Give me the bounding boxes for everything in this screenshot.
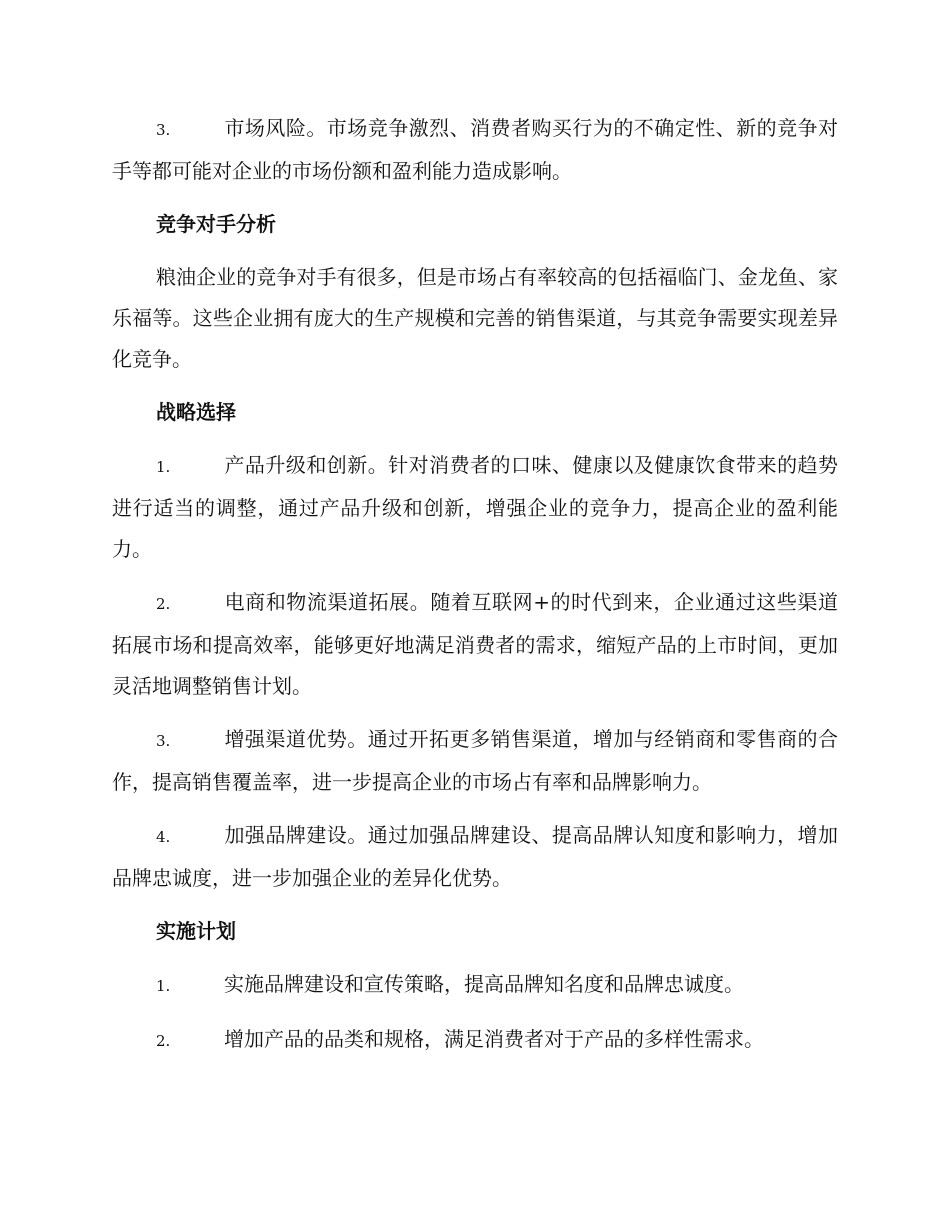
- list-number: 1.: [156, 458, 171, 476]
- list-number: 1.: [156, 977, 171, 995]
- list-item-text: 增加产品的品类和规格，满足消费者对于产品的多样性需求。: [224, 1027, 764, 1051]
- list-item-brand-building: [112, 815, 838, 899]
- section-heading-strategy-choice: 战略选择: [156, 400, 236, 424]
- list-number: 2.: [156, 595, 171, 613]
- list-item-text: 实施品牌建设和宣传策略，提高品牌知名度和品牌忠诚度。: [224, 972, 744, 996]
- list-item-product-variety: [112, 1019, 838, 1062]
- list-number: 3.: [156, 121, 171, 139]
- list-number: 2.: [156, 1032, 171, 1050]
- list-item-text: 产品升级和创新。针对消费者的口味、健康以及健康饮食带来的趋势进行适当的调整，通过产品升级和创新，增强企业的竞争力，提高企业的盈利能力。: [112, 453, 838, 561]
- list-item-ecommerce-logistics: [112, 582, 838, 707]
- paragraph-competitor-analysis: 粮油企业的竞争对手有很多，但是市场占有率较高的包括福临门、金龙鱼、家乐福等。这些企业拥有庞大的生产规模和完善的销售渠道，与其竞争需要实现差异化竞争。: [112, 265, 838, 371]
- list-item-product-upgrade: [112, 445, 838, 570]
- list-item-text: 市场风险。市场竞争激烈、消费者购买行为的不确定性、新的竞争对手等都可能对企业的市场份额和盈利能力造成影响。: [112, 116, 838, 183]
- document-page: [112, 108, 838, 1074]
- list-number: 4.: [156, 828, 171, 846]
- list-item-market-risk: [112, 108, 838, 192]
- list-item-brand-promotion: [112, 964, 838, 1007]
- list-item-channel-advantage: [112, 719, 838, 803]
- section-heading-implementation-plan: 实施计划: [156, 919, 236, 943]
- list-item-text: 加强品牌建设。通过加强品牌建设、提高品牌认知度和影响力，增加品牌忠诚度，进一步加强企业的差异化优势。: [112, 823, 838, 890]
- section-heading-competitor-analysis: 竞争对手分析: [156, 212, 276, 236]
- list-number: 3.: [156, 732, 171, 750]
- list-item-text: 电商和物流渠道拓展。随着互联网+的时代到来，企业通过这些渠道拓展市场和提高效率，能够更好地满足消费者的需求，缩短产品的上市时间，更加灵活地调整销售计划。: [112, 590, 838, 698]
- list-item-text: 增强渠道优势。通过开拓更多销售渠道，增加与经销商和零售商的合作，提高销售覆盖率，进一步提高企业的市场占有率和品牌影响力。: [112, 727, 838, 794]
